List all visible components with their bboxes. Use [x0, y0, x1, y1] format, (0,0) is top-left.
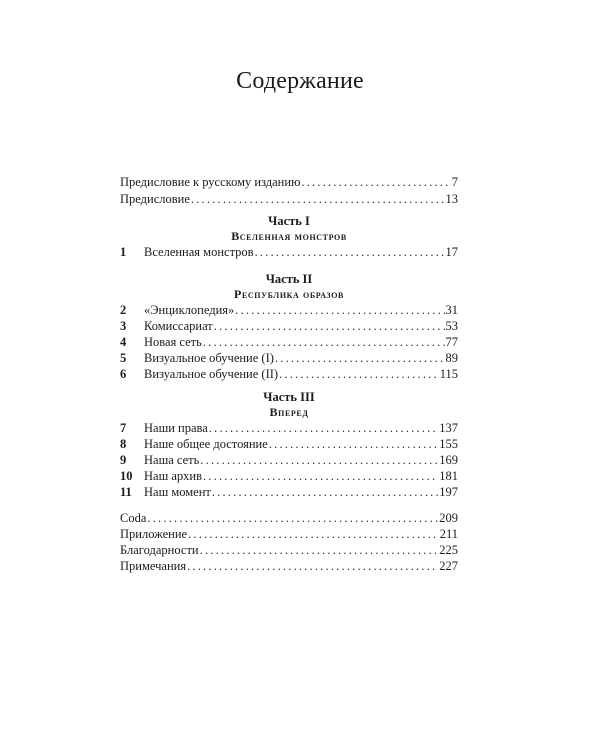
toc-entry-page: 169 — [439, 453, 458, 467]
leader-dots — [235, 303, 444, 318]
leader-dots — [147, 511, 438, 526]
leader-dots — [212, 485, 438, 500]
toc-entry[interactable] — [120, 527, 458, 543]
toc-entry-label: Наш момент — [144, 485, 211, 499]
toc-entry-page: 227 — [439, 559, 458, 573]
toc-entry-label: Наше общее достояние — [144, 437, 268, 451]
toc-chapter[interactable] — [120, 367, 458, 383]
chapter-number: 6 — [120, 367, 127, 381]
toc-entry-label: Coda — [120, 511, 147, 525]
toc-entry-page: 13 — [445, 192, 458, 206]
toc-chapter[interactable] — [120, 437, 458, 453]
page-title: Содержание — [236, 68, 364, 94]
toc-entry-page: 197 — [439, 485, 458, 499]
leader-dots — [188, 527, 439, 542]
chapter-number: 5 — [120, 351, 127, 365]
part-subtitle: Вперед — [269, 405, 309, 419]
toc-entry-page: 137 — [439, 421, 458, 435]
toc-entry[interactable] — [120, 175, 458, 191]
toc-chapter[interactable] — [120, 421, 458, 437]
chapter-number: 7 — [120, 421, 127, 435]
leader-dots — [200, 543, 439, 558]
toc-entry-page: 17 — [445, 245, 458, 259]
toc-entry[interactable] — [120, 543, 458, 559]
leader-dots — [255, 245, 445, 260]
toc-chapter[interactable] — [120, 485, 458, 501]
leader-dots — [203, 335, 445, 350]
toc-entry[interactable] — [120, 559, 458, 575]
toc-entry-label: Предисловие — [120, 192, 190, 206]
toc-entry-label: Примечания — [120, 559, 187, 573]
toc-entry-page: 209 — [439, 511, 458, 525]
toc-entry-label: Визуальное обучение (I) — [144, 351, 274, 365]
toc-entry-page: 181 — [439, 469, 458, 483]
toc-chapter[interactable] — [120, 351, 458, 367]
toc-entry-label: Вселенная монстров — [144, 245, 254, 259]
toc-entry-page: 31 — [445, 303, 458, 317]
leader-dots — [200, 453, 438, 468]
toc-entry-label: Приложение — [120, 527, 188, 541]
toc-entry[interactable] — [120, 192, 458, 208]
toc-entry-label: Наша сеть — [144, 453, 200, 467]
chapter-number: 8 — [120, 437, 127, 451]
toc-entry-page: 89 — [445, 351, 458, 365]
toc-entry[interactable] — [120, 511, 458, 527]
toc-entry-label: Предисловие к русскому изданию — [120, 175, 301, 189]
toc-chapter[interactable] — [120, 335, 458, 351]
part-heading: Часть III — [263, 390, 315, 404]
toc-chapter[interactable] — [120, 469, 458, 485]
toc-entry-page: 53 — [445, 319, 458, 333]
chapter-number: 4 — [120, 335, 127, 349]
leader-dots — [191, 192, 445, 207]
toc-entry-page: 7 — [451, 175, 458, 189]
part-heading: Часть II — [265, 272, 313, 286]
toc-entry-label: Визуальное обучение (II) — [144, 367, 279, 381]
chapter-number: 2 — [120, 303, 127, 317]
part-heading: Часть I — [268, 214, 310, 228]
leader-dots — [301, 175, 450, 190]
leader-dots — [214, 319, 445, 334]
leader-dots — [187, 559, 438, 574]
toc-entry-label: Новая сеть — [144, 335, 202, 349]
toc-entry-label: Благодарности — [120, 543, 199, 557]
leader-dots — [209, 421, 438, 436]
leader-dots — [279, 367, 439, 382]
toc-entry-label: «Энциклопедия» — [144, 303, 235, 317]
toc-chapter[interactable] — [120, 303, 458, 319]
chapter-number: 3 — [120, 319, 127, 333]
chapter-number: 11 — [120, 485, 132, 499]
toc-entry-page: 225 — [439, 543, 458, 557]
toc-entry-page: 115 — [439, 367, 458, 381]
toc-chapter[interactable] — [120, 319, 458, 335]
toc-chapter[interactable] — [120, 453, 458, 469]
leader-dots — [203, 469, 438, 484]
chapter-number: 1 — [120, 245, 127, 259]
part-subtitle: Вселенная монстров — [231, 229, 347, 243]
part-subtitle: Республика образов — [234, 287, 344, 301]
leader-dots — [269, 437, 438, 452]
toc-entry-page: 155 — [439, 437, 458, 451]
leader-dots — [275, 351, 445, 366]
toc-entry-page: 211 — [439, 527, 458, 541]
chapter-number: 10 — [120, 469, 133, 483]
toc-chapter[interactable] — [120, 245, 458, 261]
toc-entry-page: 77 — [445, 335, 458, 349]
toc-entry-label: Комиссариат — [144, 319, 213, 333]
toc-entry-label: Наши права — [144, 421, 208, 435]
chapter-number: 9 — [120, 453, 127, 467]
toc-entry-label: Наш архив — [144, 469, 202, 483]
